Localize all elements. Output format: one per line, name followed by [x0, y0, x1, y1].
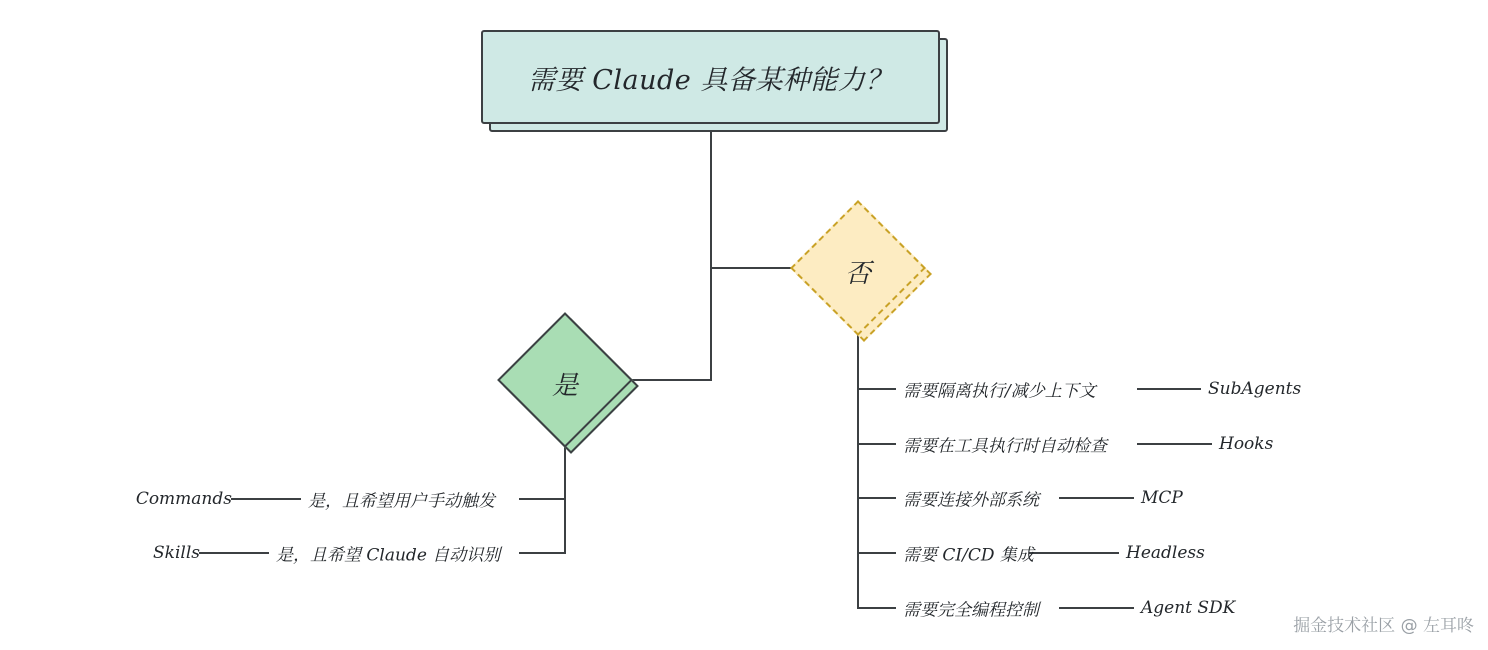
yes-result-skills: Skills	[153, 543, 200, 563]
no-condition-headless: 需要 CI/CD 集成	[903, 545, 1034, 566]
no-result-hooks: Hooks	[1219, 434, 1274, 454]
watermark-label: 掘金技术社区 @ 左耳咚	[1293, 616, 1474, 636]
no-condition-agent-sdk: 需要完全编程控制	[903, 600, 1039, 621]
no-result-agent-sdk: Agent SDK	[1141, 598, 1236, 618]
no-result-subagents: SubAgents	[1208, 379, 1302, 399]
no-condition-hooks: 需要在工具执行时自动检查	[903, 436, 1107, 457]
no-condition-mcp: 需要连接外部系统	[903, 490, 1039, 511]
yes-result-commands: Commands	[135, 489, 232, 509]
yes-diamond-label: 是	[551, 370, 578, 401]
root-question-box	[481, 30, 940, 124]
no-diamond	[790, 200, 926, 336]
no-condition-subagents: 需要隔离执行/减少上下文	[903, 381, 1096, 402]
no-result-mcp: MCP	[1141, 488, 1183, 508]
root-question-label: 需要 Claude 具备某种能力？	[528, 64, 893, 96]
no-diamond-label: 否	[844, 258, 871, 289]
yes-condition-commands: 是，且希望用户手动触发	[308, 491, 495, 512]
no-result-headless: Headless	[1126, 543, 1205, 563]
yes-condition-skills: 是，且希望 Claude 自动识别	[276, 545, 501, 566]
yes-diamond	[497, 312, 633, 448]
